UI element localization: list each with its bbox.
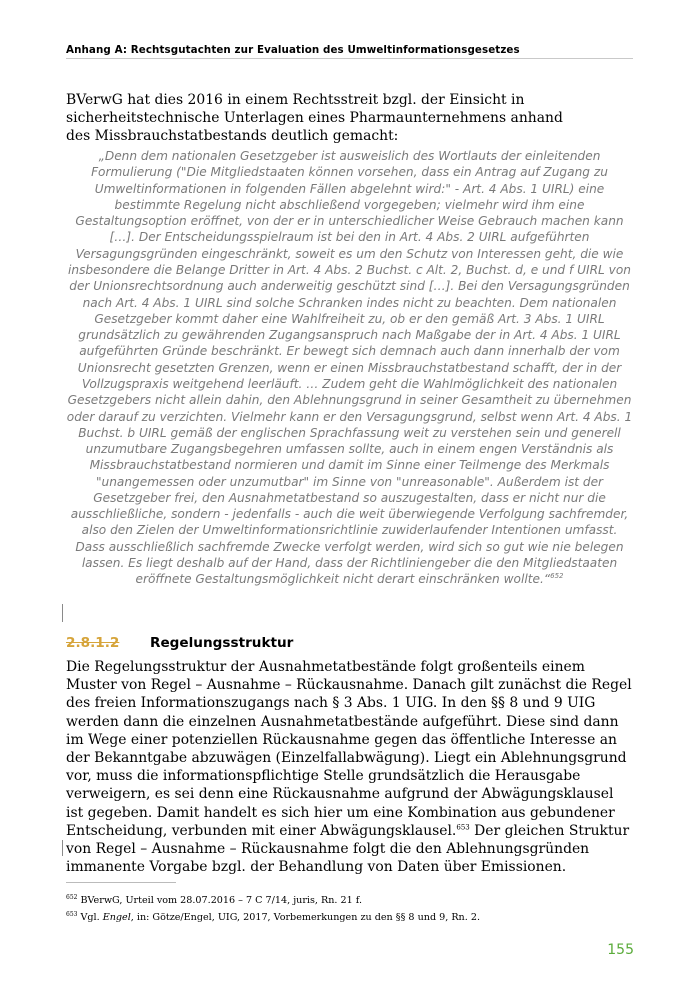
- running-header: Anhang A: Rechtsgutachten zur Evaluation des Umweltinformationsgesetzes: [66, 44, 520, 56]
- footnote-number: 652: [66, 893, 78, 901]
- footnote-text: Vgl.: [80, 912, 103, 923]
- page-number: 155: [607, 942, 634, 958]
- footnote-text-rest: , in: Götze/Engel, UIG, 2017, Vorbemerkungen zu den §§ 8 und 9, Rn. 2.: [130, 912, 480, 923]
- header-rule: [66, 58, 633, 59]
- footnote-number: 653: [66, 910, 78, 918]
- footnote-author: Engel: [102, 912, 131, 923]
- change-bar: [62, 604, 63, 622]
- section-title: Regelungsstruktur: [150, 635, 294, 651]
- change-bar: [62, 840, 63, 856]
- body-text-part1: Die Regelungsstruktur der Ausnahmetatbestände folgt großenteils einem Muster von Regel – Ausnahme – Rückausnahme. Danach gilt zunächst die Regel des freien Informationszugangs nach § 3 Abs. 1 UIG. In den §§ 8 und 9 UIG werden dann die einzelnen Ausnahmetatbestände aufgeführt. Diese sind dann im Wege einer potenziellen Rückausnahme gegen das öffentliche Interesse an der Bekanntgabe abzuwägen (Einzelfallabwägung). Liegt ein Ablehnungsgrund vor, muss die informationspflichtige Stelle grundsätzlich die Herausgabe verweigern, es sei denn eine Rückausnahme aufgrund der Abwägungsklausel ist gegeben. Damit handelt es sich hier um eine Kombination aus gebundener Entscheidung, verbunden mit einer Abwägungsklausel.: [66, 659, 632, 839]
- footnote-ref-653[interactable]: 653: [456, 823, 470, 832]
- footnote-653: [66, 912, 633, 924]
- block-quote: [66, 148, 633, 588]
- footnote-652: [66, 895, 633, 907]
- quote-text: „Denn dem nationalen Gesetzgeber ist ausweislich des Wortlauts der einleitenden Formulierung ("Die Mitgliedstaaten können vorsehen, dass ein Antrag auf Zugang zu Umweltinformationen in folgenden Fällen abgelehnt wird:" - Art. 4 Abs. 1 UIRL) eine bestimmte Regelung nicht abschließend vorgegeben; vielmehr wird ihm eine Gestaltungsoption eröffnet, von der er in unterschiedlicher Weise Gebrauch machen kann […]. Der Entscheidungsspielraum ist bei den in Art. 4 Abs. 2 UIRL aufgeführten Versagungsgründen eingeschränkt, soweit es um den Schutz von Interessen geht, die wie insbesondere die Belange Dritter in Art. 4 Abs. 2 Buchst. c Alt. 2, Buchst. d, e und f UIRL von der Unionsrechtsordnung auch anderweitig geschützt sind […]. Bei den Versagungsgründen nach Art. 4 Abs. 1 UIRL sind solche Schranken indes nicht zu beachten. Dem nationalen Gesetzgeber kommt daher eine Wahlfreiheit zu, ob er den gemäß Art. 3 Abs. 1 UIRL grundsätzlich zu gewährenden Zugangsanspruch nach Maßgabe der in Art. 4 Abs. 1 UIRL aufgeführten Gründe beschränkt. Er bewegt sich demnach auch dann innerhalb der vom Unionsrecht gesetzten Grenzen, wenn er einen Missbrauchstatbestand schafft, der in der Vollzugspraxis weitgehend leerläuft. … Zudem geht die Wahlmöglichkeit des nationalen Gesetzgebers nicht allein dahin, den Ablehnungsgrund in seiner Gesamtheit zu übernehmen oder darauf zu verzichten. Vielmehr kann er den Versagungsgrund, selbst wenn Art. 4 Abs. 1 Buchst. b UIRL gemäß der englischen Sprachfassung weit zu verstehen sein und generell unzumutbare Zugangsbegehren umfassen sollte, auch in einem engen Verständnis als Missbrauchstatbestand normieren und damit im Sinne einer Teilmenge des Merkmals "unangemessen oder unzumutbar" im Sinne von "unreasonable". Außerdem ist der Gesetzgeber frei, den Ausnahmetatbestand so auszugestalten, dass er nicht nur die ausschließliche, sondern - jedenfalls - auch die weit überwiegende Verfolgung sachfremder, also den Zielen der Umweltinformationsrichtlinie zuwiderlaufender Intentionen umfasst. Dass ausschließlich sachfremde Zwecke verfolgt werden, wird sich so gut wie nie belegen lassen. Es liegt deshalb auf der Hand, dass der Richtliniengeber die den Mitgliedstaaten eröffnete Gestaltungsmöglichkeit nicht derart einschränken wollte.“: [66, 149, 633, 587]
- footnote-text: BVerwG, Urteil vom 28.07.2016 – 7 C 7/14, juris, Rn. 21 f.: [80, 895, 363, 906]
- section-heading: [66, 633, 633, 653]
- intro-paragraph: BVerwG hat dies 2016 in einem Rechtsstreit bzgl. der Einsicht in sicherheitstechnische Unterlagen eines Pharmaunternehmens anhand des Missbrauchstatbestands deutlich gemacht:: [66, 92, 563, 145]
- section-number: 2.8.1.2: [66, 635, 120, 651]
- footnote-rule: [66, 882, 176, 883]
- footnote-ref-652[interactable]: 652: [550, 572, 564, 581]
- body-text-part2: Der gleichen Struktur von Regel – Ausnahme – Rückausnahme folgt die den Ablehnungsgründen immanente Vorgabe bzgl. der Behandlung von Daten über Emissionen.: [66, 822, 630, 876]
- body-paragraph: [66, 658, 633, 876]
